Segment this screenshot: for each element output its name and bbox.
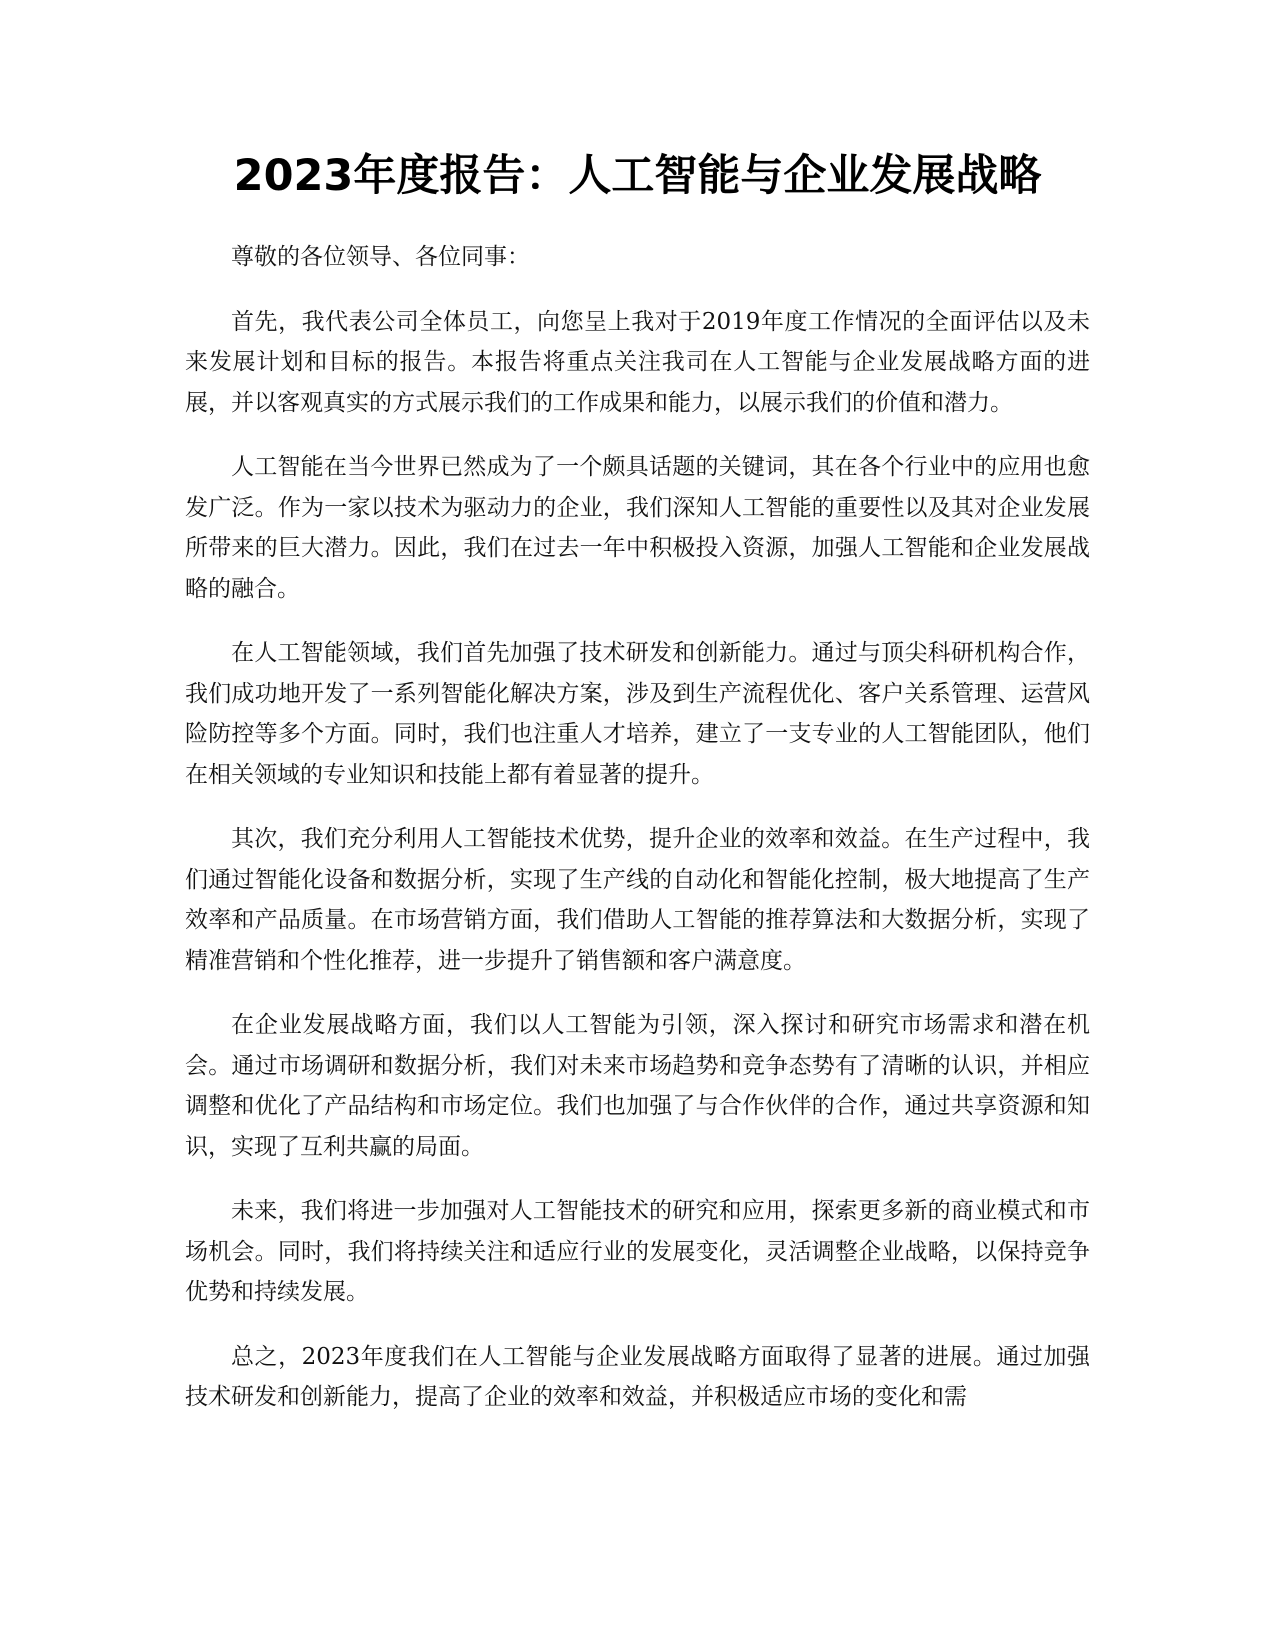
paragraph-strategy: 在企业发展战略方面，我们以人工智能为引领，深入探讨和研究市场需求和潜在机会。通过市场调研和数据分析，我们对未来市场趋势和竞争态势有了清晰的认识，并相应调整和优化了产品结构和市场定位。我们也加强了与合作伙伴的合作，通过共享资源和知识，实现了互利共赢的局面。 bbox=[185, 1012, 1090, 1160]
paragraph-summary: 总之，2023年度我们在人工智能与企业发展战略方面取得了显著的进展。通过加强技术研发和创新能力，提高了企业的效率和效益，并积极适应市场的变化和需 bbox=[185, 1343, 1090, 1410]
document-body bbox=[185, 237, 1090, 1442]
paragraph-efficiency: 其次，我们充分利用人工智能技术优势，提升企业的效率和效益。在生产过程中，我们通过智能化设备和数据分析，实现了生产线的自动化和智能化控制，极大地提高了生产效率和产品质量。在市场营销方面，我们借助人工智能的推荐算法和大数据分析，实现了精准营销和个性化推荐，进一步提升了销售额和客户满意度。 bbox=[185, 826, 1090, 974]
salutation: 尊敬的各位领导、各位同事： bbox=[231, 244, 530, 270]
paragraph-intro: 首先，我代表公司全体员工，向您呈上我对于2019年度工作情况的全面评估以及未来发展计划和目标的报告。本报告将重点关注我司在人工智能与企业发展战略方面的进展，并以客观真实的方式展示我们的工作成果和能力，以展示我们的价值和潜力。 bbox=[185, 308, 1090, 416]
paragraph-rnd: 在人工智能领域，我们首先加强了技术研发和创新能力。通过与顶尖科研机构合作，我们成功地开发了一系列智能化解决方案，涉及到生产流程优化、客户关系管理、运营风险防控等多个方面。同时，我们也注重人才培养，建立了一支专业的人工智能团队，他们在相关领域的专业知识和技能上都有着显著的提升。 bbox=[185, 640, 1090, 788]
paragraph-ai-background: 人工智能在当今世界已然成为了一个颇具话题的关键词，其在各个行业中的应用也愈发广泛。作为一家以技术为驱动力的企业，我们深知人工智能的重要性以及其对企业发展所带来的巨大潜力。因此，我们在过去一年中积极投入资源，加强人工智能和企业发展战略的融合。 bbox=[185, 454, 1090, 602]
paragraph-future: 未来，我们将进一步加强对人工智能技术的研究和应用，探索更多新的商业模式和市场机会。同时，我们将持续关注和适应行业的发展变化，灵活调整企业战略，以保持竞争优势和持续发展。 bbox=[185, 1198, 1090, 1305]
document-title: 2023年度报告：人工智能与企业发展战略 bbox=[233, 151, 1042, 201]
